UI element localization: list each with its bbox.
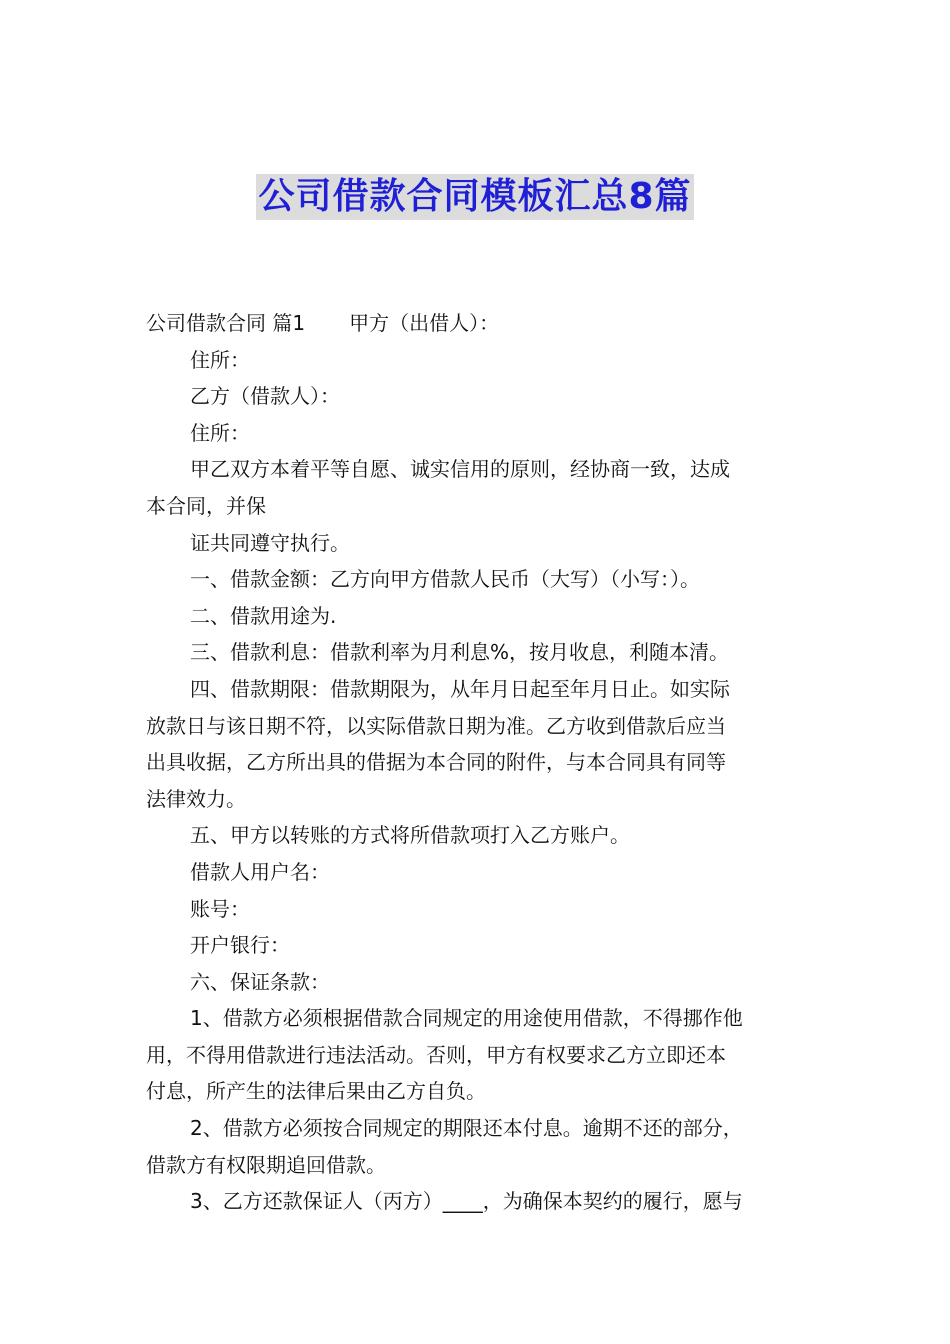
paragraph-line: 四、借款期限：借款期限为，从年月日起至年月日止。如实际 — [190, 676, 730, 701]
document-body — [146, 305, 810, 1220]
paragraph-line: 五、甲方以转账的方式将所借款项打入乙方账户。 — [190, 823, 630, 848]
paragraph-line: 3、乙方还款保证人（丙方）____，为确保本契约的履行，愿与 — [190, 1189, 743, 1214]
paragraph-line: 出具收据，乙方所出具的借据为本合同的附件，与本合同具有同等 — [146, 750, 726, 775]
paragraph-line: 六、保证条款： — [190, 969, 330, 994]
paragraph-line: 甲乙双方本着平等自愿、诚实信用的原则，经协商一致，达成 — [190, 457, 730, 482]
paragraph-line: 付息，所产生的法律后果由乙方自负。 — [146, 1079, 486, 1104]
paragraph-line: 借款人用户名： — [190, 859, 330, 884]
paragraph-line: 乙方（借款人）： — [190, 384, 340, 409]
title-wrap — [0, 174, 950, 220]
paragraph-line: 借款方有权限期追回借款。 — [146, 1152, 386, 1177]
paragraph-line: 法律效力。 — [146, 786, 246, 811]
document-title: 公司借款合同模板汇总8篇 — [256, 174, 693, 220]
paragraph-line: 证共同遵守执行。 — [190, 530, 350, 555]
paragraph-line: 账号： — [190, 896, 250, 921]
paragraph-line: 用，不得用借款进行违法活动。否则，甲方有权要求乙方立即还本 — [146, 1042, 726, 1067]
contract-heading: 公司借款合同 篇1 — [146, 311, 306, 335]
paragraph-line: 1、借款方必须根据借款合同规定的用途使用借款，不得挪作他 — [190, 1006, 743, 1031]
paragraph-line: 一、借款金额：乙方向甲方借款人民币（大写）（小写：）。 — [190, 567, 700, 592]
paragraph-line: 放款日与该日期不符，以实际借款日期为准。乙方收到借款后应当 — [146, 713, 726, 738]
party-a-label: 甲方（出借人）： — [349, 311, 500, 335]
paragraph-line: 三、借款利息：借款利率为月利息%，按月收息，利随本清。 — [190, 640, 730, 665]
paragraph-line: 住所： — [190, 347, 250, 372]
first-line — [146, 305, 810, 342]
paragraph-line: 本合同，并保 — [146, 493, 266, 518]
paragraph-line: 二、借款用途为. — [190, 603, 337, 628]
paragraph-line: 住所： — [190, 420, 250, 445]
paragraph-line: 开户银行： — [190, 933, 290, 958]
paragraph-line: 2、借款方必须按合同规定的期限还本付息。逾期不还的部分， — [190, 1116, 743, 1141]
